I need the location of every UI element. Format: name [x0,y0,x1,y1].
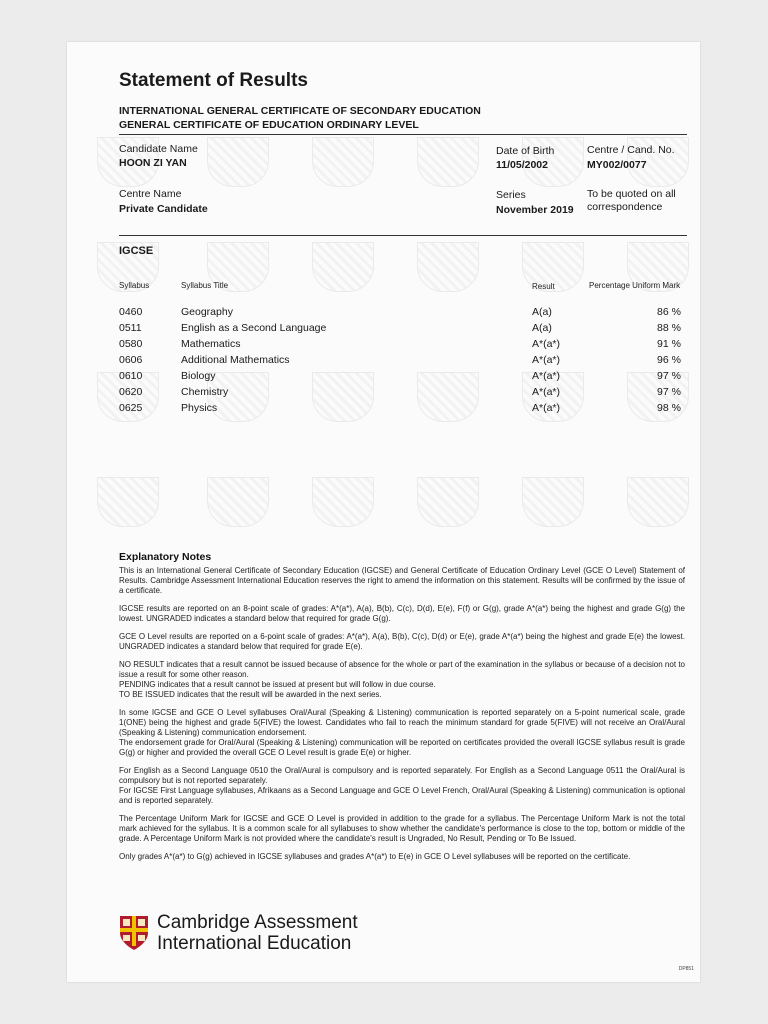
syllabus-title: Biology [181,370,216,382]
dob-value: 11/05/2002 [496,159,548,171]
uniform-mark: 91 % [657,338,681,350]
centre-name-value: Private Candidate [119,203,208,215]
notes-paragraph: In some IGCSE and GCE O Level syllabuses Oral/Aural (Speaking & Listening) communication is reported separately on a 5-point numerical scale, grade 1(ONE) being the highest and grade 5(FIVE) the lowest. Candidates who fail to reach the minimum standard for grade 5(FIVE) will not receive an Oral/Aural (Speaking & Listening) communication endorsement. The endorsement grade for Oral/Aural (Speaking & Listening) communication will be reported on certificates provided the overall IGCSE syllabus result is grade G(g) or higher and provided the overall GCE O Level result is grade E(e) or higher. [119,708,685,757]
notes-paragraph: The Percentage Uniform Mark for IGCSE and GCE O Level is provided in addition to the grade for a syllabus. The Percentage Uniform Mark is not the total mark achieved for the syllabus. It is a common scale for all syllabuses to show whether the candidate's performance is close to the top, bottom or middle of the grade. A Percentage Uniform Mark is not provided where the candidate's result is Ungraded, No Result, Pending or To Be Issued. [119,814,685,843]
uniform-mark: 97 % [657,386,681,398]
result-row [119,322,681,338]
result-grade: A*(a*) [532,338,561,350]
series-value: November 2019 [496,204,574,216]
qualification-section-heading: IGCSE [119,245,154,257]
page-title: Statement of Results [119,70,308,91]
syllabus-title: Additional Mathematics [181,354,290,366]
syllabus-title: Mathematics [181,338,241,350]
syllabus-code: 0625 [119,402,143,414]
watermark-crest [207,477,269,527]
notes-paragraph: NO RESULT indicates that a result cannot be issued because of absence for the whole or part of the examination in the syllabus or because of a decision not to issue a result for some other reason. PENDING indicates that a result cannot be issued at present but will follow in due course. TO BE ISSUED indicates that the result will be awarded in the next series. [119,660,685,699]
syllabus-code: 0580 [119,338,143,350]
result-grade: A*(a*) [532,386,561,398]
column-header-title: Syllabus Title [181,281,229,290]
watermark-crest [417,242,479,292]
watermark-crest [627,477,689,527]
syllabus-title: English as a Second Language [181,322,327,334]
syllabus-title: Physics [181,402,218,414]
result-row [119,306,681,322]
uniform-mark: 97 % [657,370,681,382]
syllabus-title: Chemistry [181,386,229,398]
column-header-result: Result [532,282,555,291]
result-grade: A*(a*) [532,370,561,382]
logo-line-1: Cambridge Assessment [157,912,358,933]
qualification-line-1: INTERNATIONAL GENERAL CERTIFICATE OF SECONDARY EDUCATION [119,105,481,117]
cambridge-logo [119,912,358,954]
quote-note-line-1: To be quoted on all [587,188,676,200]
column-header-pum: Percentage Uniform Mark [589,281,681,290]
uniform-mark: 98 % [657,402,681,414]
notes-paragraph: Only grades A*(a*) to G(g) achieved in IGCSE syllabuses and grades A*(a*) to E(e) in GCE O Level syllabuses will be reported on the certificate. [119,852,631,861]
centre-cand-label: Centre / Cand. No. [587,144,675,156]
watermark-crest [207,137,269,187]
series-label: Series [496,189,526,201]
notes-body [119,566,685,862]
watermark-crest [417,477,479,527]
watermark-crest [97,477,159,527]
syllabus-code: 0610 [119,370,143,382]
uniform-mark: 86 % [657,306,681,318]
quote-note-line-2: correspondence [587,201,663,213]
syllabus-code: 0511 [119,322,142,334]
watermark-crest [522,477,584,527]
syllabus-code: 0606 [119,354,143,366]
watermark-crest [312,477,374,527]
syllabus-title: Geography [181,306,233,318]
result-row [119,402,681,418]
candidate-divider [119,235,687,236]
result-grade: A*(a*) [532,354,561,366]
logo-line-2: International Education [157,933,352,954]
uniform-mark: 88 % [657,322,681,334]
notes-paragraph: This is an International General Certificate of Secondary Education (IGCSE) and General Certificate of Education Ordinary Level (GCE O Level) Statement of Results. Cambridge Assessment International Education reserves the right to amend the information on this statement. Results will be confirmed by the issue of a certificate. [119,566,685,595]
centre-cand-value: MY002/0077 [587,159,647,171]
result-row [119,354,681,370]
candidate-name: HOON ZI YAN [119,157,187,169]
cambridge-shield-icon [119,915,149,951]
result-grade: A(a) [532,322,552,334]
statement-sheet [67,42,700,982]
form-code: DP851 [678,966,694,972]
explanatory-notes [119,552,685,870]
header-divider [119,134,687,135]
result-row [119,386,681,402]
result-grade: A(a) [532,306,552,318]
notes-paragraph: For English as a Second Language 0510 the Oral/Aural is compulsory and is reported separately. For English as a Second Language 0511 the Oral/Aural is compulsory but is not reported separately. For IGCSE First Language syllabuses, Afrikaans as a Second Language and GCE O Level French, Oral/Aural (Speaking & Listening) communication is optional and is reported separately. [119,766,685,805]
notes-heading: Explanatory Notes [119,551,212,563]
watermark-crest [312,137,374,187]
result-row [119,370,681,386]
uniform-mark: 96 % [657,354,681,366]
watermark-crest [417,137,479,187]
result-grade: A*(a*) [532,402,561,414]
centre-name-label: Centre Name [119,188,182,200]
watermark-crest [312,242,374,292]
dob-label: Date of Birth [496,145,555,157]
syllabus-code: 0460 [119,306,143,318]
syllabus-code: 0620 [119,386,143,398]
column-header-syllabus: Syllabus [119,281,150,290]
qualification-line-2: GENERAL CERTIFICATE OF EDUCATION ORDINARY LEVEL [119,119,419,131]
candidate-name-label: Candidate Name [119,143,198,155]
result-row [119,338,681,354]
notes-paragraph: IGCSE results are reported on an 8-point scale of grades: A*(a*), A(a), B(b), C(c), D(d), E(e), F(f) or G(g), grade A*(a*) being the highest and grade G(g) the lowest. UNGRADED indicates a standard below that required for grade G(g). [119,604,685,623]
notes-paragraph: GCE O Level results are reported on a 6-point scale of grades: A*(a*), A(a), B(b), C(c), D(d) or E(e), grade A*(a*) being the highest and grade E(e) the lowest. UNGRADED indicates a standard below that required for grade E(e). [119,632,685,651]
